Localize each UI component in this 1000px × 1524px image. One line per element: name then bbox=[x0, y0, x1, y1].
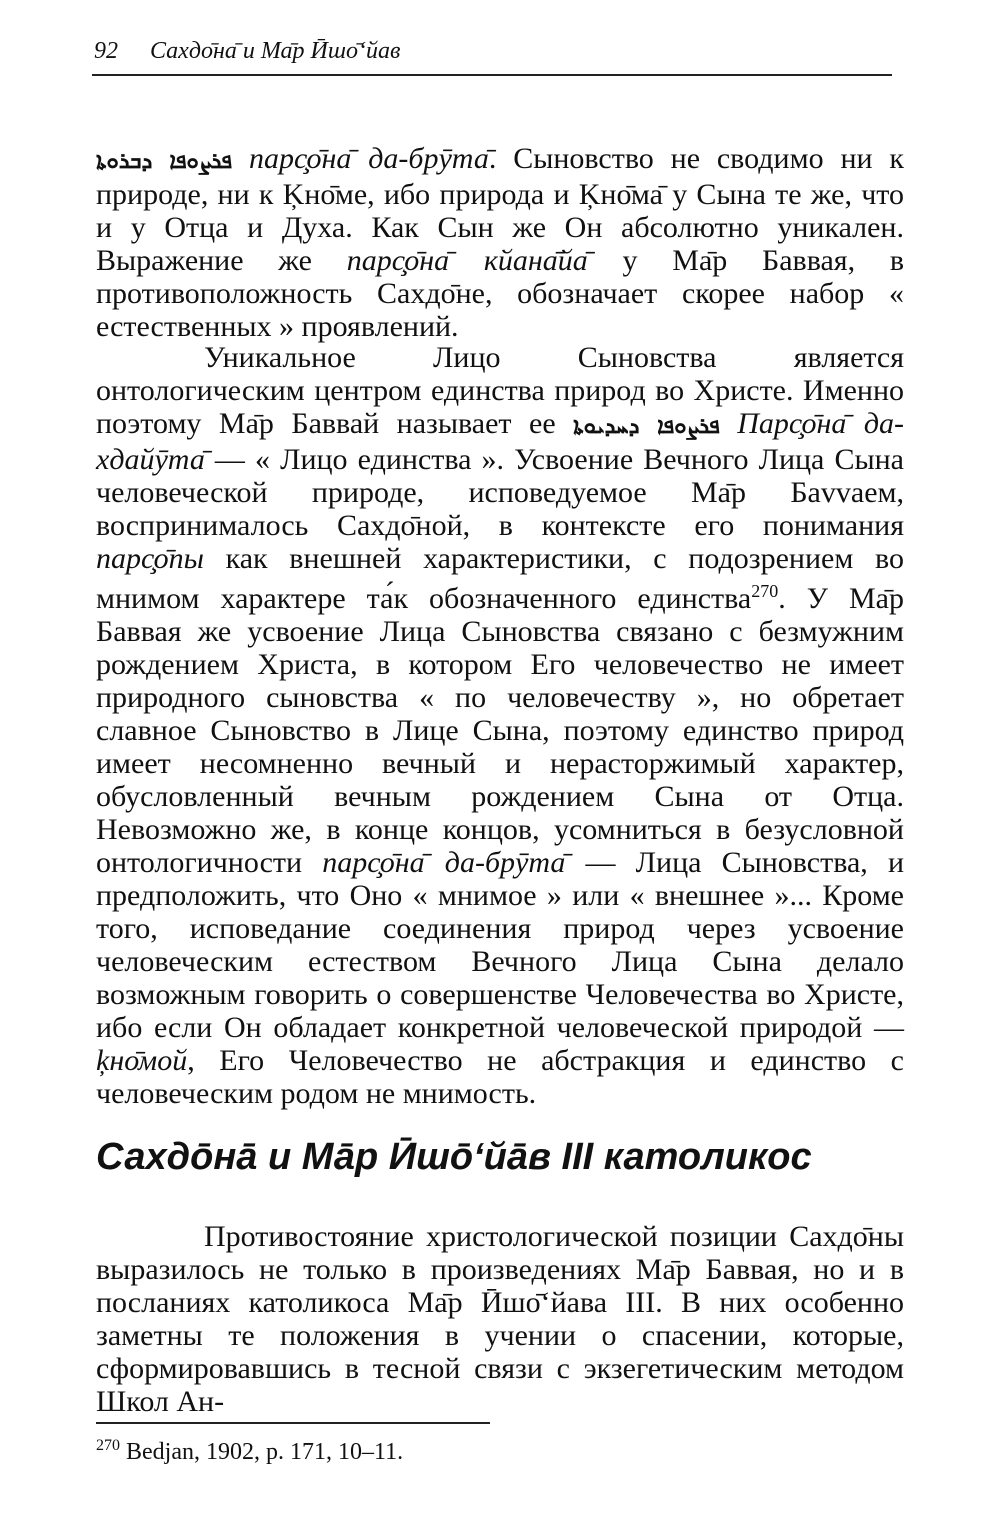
italic-term: парс̧о̄пы bbox=[96, 542, 204, 575]
text-run: — « Лицо единства ». Усвоение Вечного Лица Сына человеческой природе, исповедуемое Ма̄р Бavvаем, воспринималось Сахдо̄ной, в контексте его понимания bbox=[96, 443, 904, 542]
italic-term: парс̧о̄на̄ да-брӯта̄ bbox=[322, 846, 566, 879]
footnote-divider bbox=[96, 1422, 490, 1424]
syriac-phrase: ܦܪܨܘܦܐ ܕܚܕܝܘܬܐ bbox=[573, 414, 720, 439]
text-run bbox=[720, 407, 737, 440]
text-run: . Сыновство не сводимо ни к природе, ни к Ķно̄ме, ибо природа и Ķно̄ма̄ у Сына те же, что и у Отца и Духа. Как Сын же Он абсолютно уникален. Выражение же bbox=[96, 142, 904, 277]
text-run: . У Ма̄р Баввая же усвоение Лица Сыновства связано с безмужним рождением Христа, в котором Его человечество не имеет природного сыновства « по человечеству », но обретает славное Сыновство в Лице Сына, поэтому единство природ имеет несомненно вечный и нерасторжимый характер, обусловленный вечным рождением Сына от Отца. Невозможно же, в конце концов, усомниться в безусловной онтологичности bbox=[96, 582, 904, 879]
text-run: у Ма̄р Баввая, в противоположность Сахдо̄не, обозначает скорее набор « естественных » проявлений. bbox=[96, 244, 904, 343]
italic-term: парс̧о̄на̄ да-брӯта̄ bbox=[248, 142, 489, 175]
text-run: — Лица Сыновства, и предположить, что Оно « мнимое » или « внешнее »... Кроме того, исповедание соединения природ через усвоение человеческим естеством Вечного Лица Сына делало возможным говорить о совершенстве Человечества во Христе, ибо если Он обладает конкретной человеческой природой — bbox=[96, 846, 904, 1044]
italic-term: Парс̧о̄на̄ да-хдайӯта̄ bbox=[96, 407, 904, 476]
italic-term: ķно̄мой bbox=[96, 1044, 188, 1077]
paragraph-3: Противостояние христологической позиции Сахдо̄ны выразилось не только в произведениях Ма̄р Баввая, но и в посланиях католикоса Ма̄р Ӣшо̄‘йава III. В них особенно заметны те положения в учении о спасении, которые, сформировавшись в тесной связи с экзегетическим методом Школ Ан- bbox=[96, 1220, 904, 1418]
text-run: как внешней характеристики, с подозрением во мнимом характере та́к обозначенного единства bbox=[96, 542, 904, 615]
footnote-text: Bedjan, 1902, p. 171, 10–11. bbox=[120, 1439, 404, 1465]
paragraph-1 bbox=[96, 142, 904, 343]
footnote bbox=[96, 1430, 403, 1468]
text-run: , Его Человечество не абстракция и единство с человеческим родом не мнимость. bbox=[96, 1044, 904, 1110]
italic-term: парс̧о̄на̄ кйана̄йа̄ bbox=[346, 244, 588, 277]
syriac-phrase: ܦܪܨܘܦܐ ܕܒܪܘܬܐ bbox=[96, 149, 233, 174]
section-heading: Сахдо̄на̄ и Ма̄р Ӣшо̄‘йа̄в III католикос bbox=[96, 1136, 812, 1178]
text-run bbox=[232, 142, 249, 175]
footnote-reference[interactable]: 270 bbox=[751, 581, 779, 601]
footnote-number: 270 bbox=[96, 1437, 120, 1454]
running-header bbox=[92, 36, 892, 76]
running-title: Сахдо̄на̄ и Ма̄р Ӣшо̄‘йав bbox=[150, 38, 401, 64]
text-run: Уникальное Лицо Сыновства является онтологическим центром единства природ во Христе. Именно поэтому Ма̄р Баввай называет ее bbox=[96, 341, 904, 440]
paragraph-2 bbox=[96, 341, 904, 1110]
page-number: 92 bbox=[94, 38, 118, 64]
